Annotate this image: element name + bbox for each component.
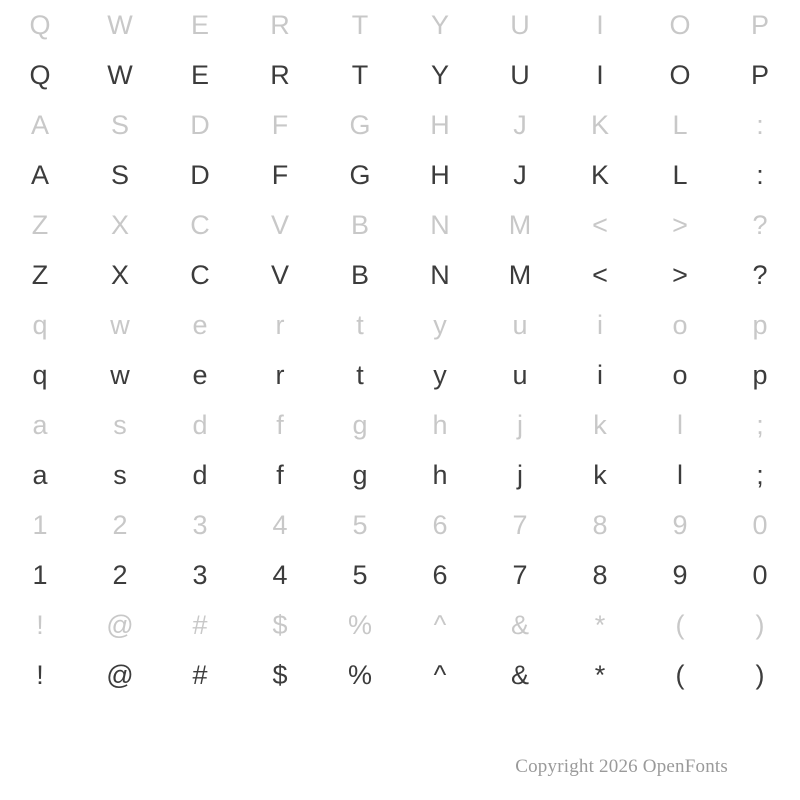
glyph-cell: A — [30, 160, 49, 190]
glyph-cell: W — [107, 60, 133, 90]
glyph-cell: G — [349, 160, 371, 190]
glyph-cell: F — [271, 160, 289, 190]
glyph-cell: s — [113, 460, 127, 490]
glyph-cell: F — [271, 110, 289, 140]
glyph-cell: # — [192, 660, 208, 690]
glyph-cell: r — [275, 360, 285, 390]
glyph-cell: T — [351, 60, 369, 90]
glyph-cell: O — [669, 60, 691, 90]
glyph-cell: T — [351, 10, 369, 40]
glyph-cell: % — [347, 610, 372, 640]
glyph-cell: O — [669, 10, 691, 40]
glyph-cell: ) — [755, 610, 765, 640]
glyph-cell: t — [356, 310, 364, 340]
glyph-cell: 3 — [192, 510, 208, 540]
glyph-cell: 0 — [752, 560, 768, 590]
glyph-cell: * — [594, 610, 606, 640]
glyph-cell: 8 — [592, 510, 608, 540]
glyph-cell: B — [350, 260, 369, 290]
glyph-cell: V — [270, 210, 289, 240]
glyph-cell: U — [510, 60, 530, 90]
glyph-row — [0, 200, 800, 250]
glyph-cell: S — [110, 110, 129, 140]
glyph-cell: h — [432, 410, 448, 440]
glyph-row — [0, 550, 800, 600]
glyph-cell: f — [276, 460, 284, 490]
glyph-cell: g — [352, 410, 368, 440]
glyph-cell: h — [432, 460, 448, 490]
glyph-cell: t — [356, 360, 364, 390]
glyph-row — [0, 400, 800, 450]
glyph-cell: B — [350, 210, 369, 240]
glyph-cell: 6 — [432, 560, 448, 590]
copyright-notice: Copyright 2026 OpenFonts — [515, 756, 728, 777]
glyph-cell: % — [347, 660, 372, 690]
glyph-cell: f — [276, 410, 284, 440]
glyph-cell: i — [597, 360, 603, 390]
glyph-cell: L — [672, 160, 688, 190]
glyph-cell: y — [433, 310, 447, 340]
glyph-cell: X — [110, 210, 129, 240]
glyph-cell: E — [190, 60, 209, 90]
glyph-cell: M — [508, 210, 532, 240]
glyph-cell: 4 — [272, 510, 288, 540]
glyph-cell: ^ — [433, 660, 447, 690]
glyph-cell: N — [430, 260, 450, 290]
glyph-cell: K — [590, 110, 609, 140]
glyph-cell: R — [270, 60, 290, 90]
glyph-row — [0, 250, 800, 300]
glyph-cell: ! — [36, 610, 44, 640]
glyph-row — [0, 450, 800, 500]
glyph-cell: 4 — [272, 560, 288, 590]
glyph-cell: u — [512, 360, 528, 390]
glyph-cell: 0 — [752, 510, 768, 540]
glyph-cell: o — [672, 310, 688, 340]
glyph-cell: P — [750, 60, 769, 90]
glyph-cell: g — [352, 460, 368, 490]
glyph-cell: Q — [29, 10, 51, 40]
glyph-cell: # — [192, 610, 208, 640]
glyph-cell: I — [596, 60, 604, 90]
glyph-cell: 2 — [112, 510, 128, 540]
glyph-cell: Y — [430, 10, 449, 40]
glyph-row — [0, 350, 800, 400]
glyph-cell: P — [750, 10, 769, 40]
glyph-row — [0, 50, 800, 100]
glyph-row — [0, 0, 800, 50]
glyph-cell: 1 — [32, 560, 48, 590]
glyph-cell: A — [30, 110, 49, 140]
glyph-row — [0, 150, 800, 200]
glyph-cell: @ — [106, 610, 134, 640]
glyph-cell: q — [32, 310, 48, 340]
glyph-cell: 5 — [352, 560, 368, 590]
glyph-cell: a — [32, 460, 48, 490]
glyph-cell: ? — [752, 210, 768, 240]
glyph-cell: K — [590, 160, 609, 190]
glyph-cell: < — [592, 260, 608, 290]
glyph-cell: ! — [36, 660, 44, 690]
glyph-cell: 7 — [512, 560, 528, 590]
glyph-cell: $ — [272, 660, 288, 690]
glyph-row — [0, 650, 800, 700]
glyph-cell: X — [110, 260, 129, 290]
glyph-cell: H — [430, 160, 450, 190]
glyph-cell: p — [752, 310, 768, 340]
glyph-cell: a — [32, 410, 48, 440]
glyph-cell: o — [672, 360, 688, 390]
glyph-cell: $ — [272, 610, 288, 640]
glyph-cell: i — [597, 310, 603, 340]
glyph-cell: D — [190, 110, 210, 140]
glyph-cell: 1 — [32, 510, 48, 540]
glyph-cell: 9 — [672, 510, 688, 540]
glyph-cell: r — [275, 310, 285, 340]
glyph-cell: : — [756, 160, 764, 190]
glyph-cell: Y — [430, 60, 449, 90]
glyph-cell: d — [192, 460, 208, 490]
glyph-cell: ? — [752, 260, 768, 290]
glyph-cell: L — [672, 110, 688, 140]
glyph-cell: : — [756, 110, 764, 140]
glyph-cell: D — [190, 160, 210, 190]
glyph-cell: > — [672, 210, 688, 240]
glyph-cell: * — [594, 660, 606, 690]
glyph-cell: R — [270, 10, 290, 40]
glyph-cell: J — [513, 160, 527, 190]
glyph-cell: @ — [106, 660, 134, 690]
glyph-cell: e — [192, 310, 208, 340]
glyph-cell: S — [110, 160, 129, 190]
glyph-cell: > — [672, 260, 688, 290]
glyph-cell: ; — [756, 410, 764, 440]
glyph-row — [0, 100, 800, 150]
glyph-cell: C — [190, 260, 210, 290]
glyph-cell: < — [592, 210, 608, 240]
glyph-cell: p — [752, 360, 768, 390]
glyph-cell: N — [430, 210, 450, 240]
glyph-cell: d — [192, 410, 208, 440]
glyph-row — [0, 600, 800, 650]
glyph-cell: ) — [755, 660, 765, 690]
glyph-cell: & — [510, 660, 529, 690]
glyph-cell: ( — [675, 610, 685, 640]
glyph-cell: 2 — [112, 560, 128, 590]
glyph-cell: 7 — [512, 510, 528, 540]
glyph-cell: 5 — [352, 510, 368, 540]
glyph-cell: I — [596, 10, 604, 40]
glyph-cell: l — [677, 410, 683, 440]
glyph-cell: 8 — [592, 560, 608, 590]
glyph-cell: k — [593, 410, 607, 440]
glyph-cell: V — [270, 260, 289, 290]
glyph-cell: j — [517, 410, 523, 440]
glyph-cell: E — [190, 10, 209, 40]
glyph-cell: 9 — [672, 560, 688, 590]
glyph-cell: k — [593, 460, 607, 490]
glyph-cell: H — [430, 110, 450, 140]
glyph-cell: J — [513, 110, 527, 140]
glyph-cell: G — [349, 110, 371, 140]
glyph-cell: & — [510, 610, 529, 640]
glyph-cell: Z — [31, 210, 49, 240]
glyph-cell: e — [192, 360, 208, 390]
glyph-cell: s — [113, 410, 127, 440]
glyph-cell: ^ — [433, 610, 447, 640]
glyph-cell: 6 — [432, 510, 448, 540]
glyph-cell: W — [107, 10, 133, 40]
glyph-cell: u — [512, 310, 528, 340]
glyph-cell: q — [32, 360, 48, 390]
glyph-cell: Q — [29, 60, 51, 90]
glyph-cell: Z — [31, 260, 49, 290]
glyph-cell: w — [110, 360, 130, 390]
glyph-cell: M — [508, 260, 532, 290]
glyph-row — [0, 500, 800, 550]
glyph-cell: y — [433, 360, 447, 390]
glyph-cell: C — [190, 210, 210, 240]
glyph-cell: 3 — [192, 560, 208, 590]
glyph-cell: j — [517, 460, 523, 490]
glyph-cell: ; — [756, 460, 764, 490]
glyph-row — [0, 300, 800, 350]
glyph-cell: U — [510, 10, 530, 40]
glyph-cell: w — [110, 310, 130, 340]
glyph-cell: l — [677, 460, 683, 490]
glyph-cell: ( — [675, 660, 685, 690]
